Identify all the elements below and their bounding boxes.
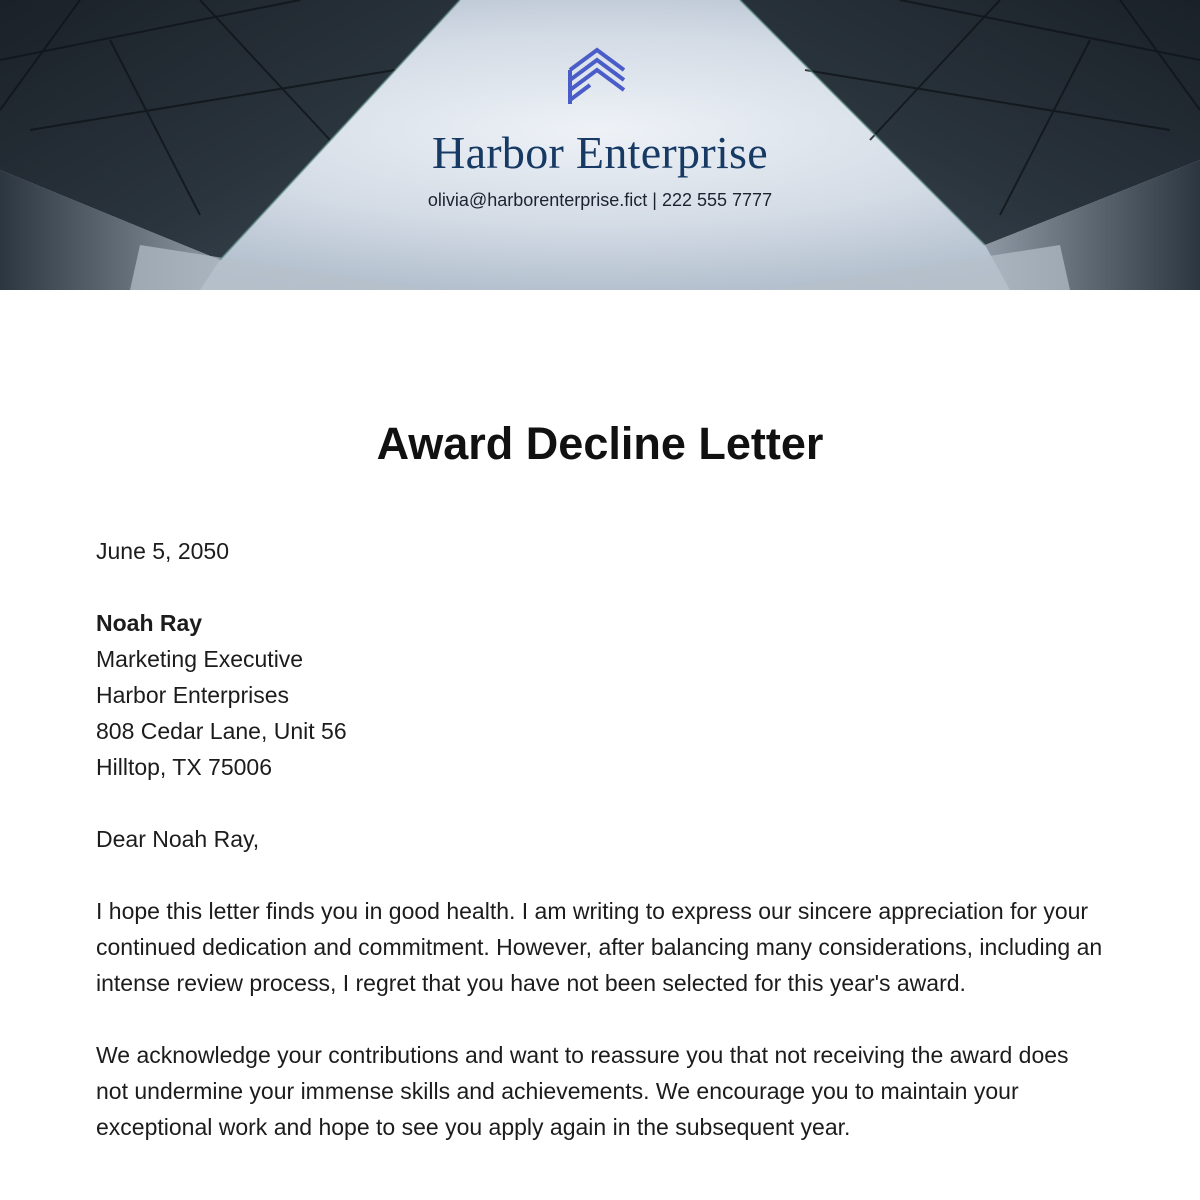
letter-body: [96, 533, 1106, 1181]
recipient-position: Marketing Executive: [96, 646, 304, 672]
header-banner: [0, 0, 1200, 290]
letter-date: June 5, 2050: [96, 538, 230, 564]
company-contact: olivia@harborenterprise.fict | 222 555 7777: [427, 190, 773, 210]
stacked-chevron-logo-icon: [562, 44, 632, 114]
recipient-address-line1: 808 Cedar Lane, Unit 56: [96, 718, 347, 744]
body-paragraph-2: We acknowledge your contributions and want to reassure you that not receiving the award does not undermine your immense skills and achievements. We encourage you to maintain your exceptional work and hope to see you apply again in the subsequent year.: [96, 1042, 1069, 1140]
recipient-company: Harbor Enterprises: [96, 682, 290, 708]
salutation: Dear Noah Ray,: [96, 826, 260, 852]
company-name: Harbor Enterprise: [432, 127, 768, 178]
recipient-address-line2: Hilltop, TX 75006: [96, 754, 273, 780]
document-title: Award Decline Letter: [376, 418, 824, 469]
body-paragraph-1: I hope this letter finds you in good health. I am writing to express our sincere appreciation for your continued dedication and commitment. However, after balancing many considerations, including an intense review process, I regret that you have not been selected for this year's award.: [96, 898, 1103, 996]
recipient-address-block: [96, 605, 1106, 785]
recipient-name: Noah Ray: [96, 610, 203, 636]
